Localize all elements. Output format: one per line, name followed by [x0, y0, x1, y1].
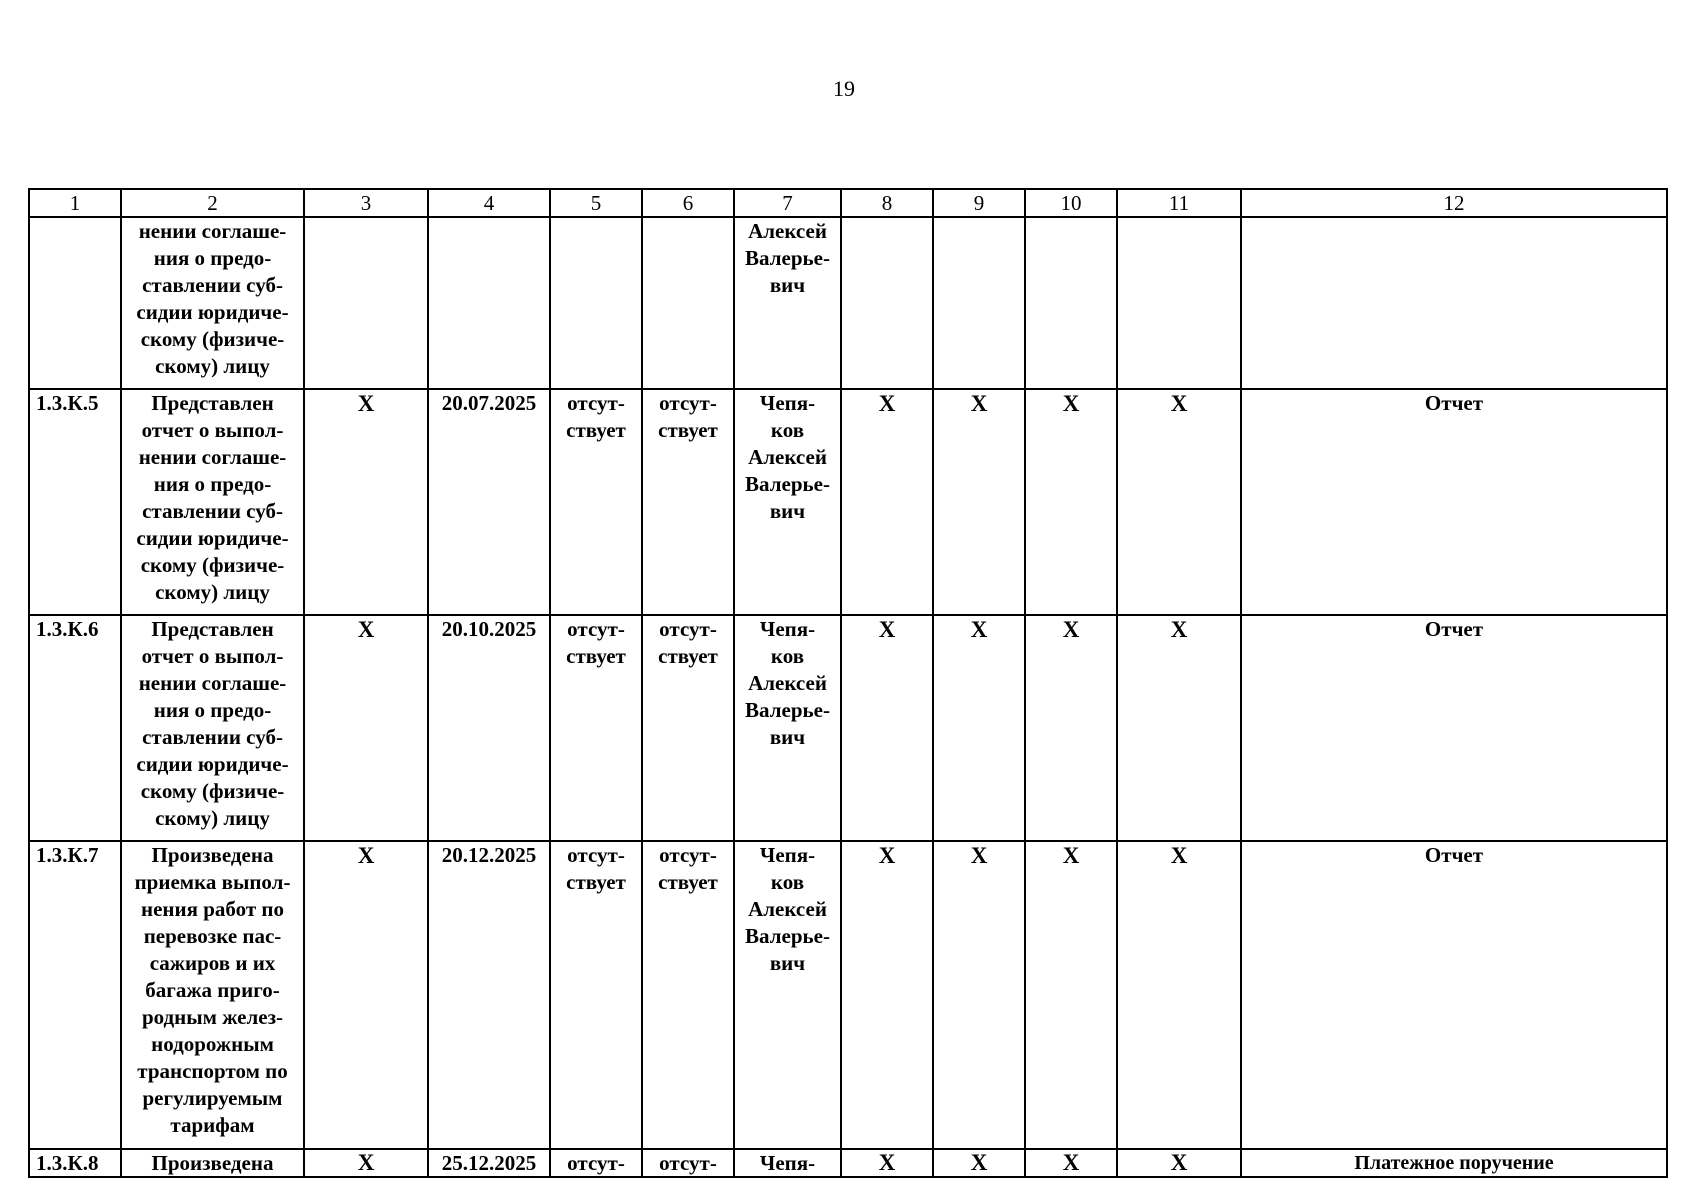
cell-col5 [550, 217, 642, 389]
cell-col6: отсут- [642, 1149, 734, 1177]
cell-code: 1.3.К.8 [29, 1149, 121, 1177]
cell-col8: X [841, 841, 933, 1149]
cell-document: Отчет [1241, 389, 1667, 615]
cell-event: Произведена [121, 1149, 304, 1177]
column-header-5: 5 [550, 189, 642, 217]
cell-date: 25.12.2025 [428, 1149, 550, 1177]
column-header-11: 11 [1117, 189, 1241, 217]
column-header-2: 2 [121, 189, 304, 217]
table-row [29, 389, 1667, 615]
cell-code: 1.3.К.5 [29, 389, 121, 615]
cell-document: Платежное поручение [1241, 1149, 1667, 1177]
cell-col5: отсут- [550, 1149, 642, 1177]
cell-col6 [642, 217, 734, 389]
cell-col8: X [841, 615, 933, 841]
column-header-12: 12 [1241, 189, 1667, 217]
column-header-6: 6 [642, 189, 734, 217]
table-header-row [29, 189, 1667, 217]
cell-event: нении соглаше- ния о предо- ставлении суб- сидии юридиче- скому (физиче- скому) лицу [121, 217, 304, 389]
control-points-table [28, 188, 1668, 1178]
cell-col10: X [1025, 615, 1117, 841]
cell-col6: отсут- ствует [642, 389, 734, 615]
cell-col8 [841, 217, 933, 389]
cell-date: 20.10.2025 [428, 615, 550, 841]
cell-responsible: Чепя- ков Алексей Валерье- вич [734, 389, 841, 615]
cell-col10: X [1025, 841, 1117, 1149]
cell-date: 20.07.2025 [428, 389, 550, 615]
cell-col9: X [933, 615, 1025, 841]
cell-code [29, 217, 121, 389]
cell-event: Представлен отчет о выпол- нении соглаше- ния о предо- ставлении суб- сидии юридиче- скому (физиче- скому) лицу [121, 615, 304, 841]
cell-col6: отсут- ствует [642, 615, 734, 841]
cell-col9 [933, 217, 1025, 389]
table-row [29, 841, 1667, 1149]
cell-code: 1.3.К.7 [29, 841, 121, 1149]
cell-col5: отсут- ствует [550, 841, 642, 1149]
cell-col6: отсут- ствует [642, 841, 734, 1149]
cell-responsible: Алексей Валерье- вич [734, 217, 841, 389]
cell-col3: X [304, 389, 428, 615]
cell-responsible: Чепя- ков Алексей Валерье- вич [734, 615, 841, 841]
cell-col5: отсут- ствует [550, 615, 642, 841]
cell-code: 1.3.К.6 [29, 615, 121, 841]
cell-col3: X [304, 615, 428, 841]
cell-event: Произведена приемка выпол- нения работ по перевозке пас- сажиров и их багажа приго- родным желез- нодорожным транспортом по регулируемым тарифам [121, 841, 304, 1149]
cell-col11: X [1117, 389, 1241, 615]
cell-col8: X [841, 389, 933, 615]
cell-col9: X [933, 1149, 1025, 1177]
table-row [29, 217, 1667, 389]
table-row [29, 1149, 1667, 1177]
cell-col11: X [1117, 1149, 1241, 1177]
cell-date: 20.12.2025 [428, 841, 550, 1149]
cell-col3: X [304, 1149, 428, 1177]
cell-document [1241, 217, 1667, 389]
page-number: 19 [833, 76, 855, 101]
cell-responsible: Чепя- [734, 1149, 841, 1177]
cell-col10 [1025, 217, 1117, 389]
cell-col11: X [1117, 615, 1241, 841]
column-header-1: 1 [29, 189, 121, 217]
column-header-3: 3 [304, 189, 428, 217]
cell-col10: X [1025, 389, 1117, 615]
cell-col3 [304, 217, 428, 389]
column-header-7: 7 [734, 189, 841, 217]
column-header-8: 8 [841, 189, 933, 217]
cell-col9: X [933, 389, 1025, 615]
table-row [29, 615, 1667, 841]
cell-event: Представлен отчет о выпол- нении соглаше- ния о предо- ставлении суб- сидии юридиче- скому (физиче- скому) лицу [121, 389, 304, 615]
cell-col8: X [841, 1149, 933, 1177]
column-header-9: 9 [933, 189, 1025, 217]
cell-responsible: Чепя- ков Алексей Валерье- вич [734, 841, 841, 1149]
cell-col11 [1117, 217, 1241, 389]
column-header-10: 10 [1025, 189, 1117, 217]
cell-col11: X [1117, 841, 1241, 1149]
cell-document: Отчет [1241, 615, 1667, 841]
cell-date [428, 217, 550, 389]
cell-col9: X [933, 841, 1025, 1149]
cell-document: Отчет [1241, 841, 1667, 1149]
cell-col5: отсут- ствует [550, 389, 642, 615]
cell-col3: X [304, 841, 428, 1149]
column-header-4: 4 [428, 189, 550, 217]
cell-col10: X [1025, 1149, 1117, 1177]
